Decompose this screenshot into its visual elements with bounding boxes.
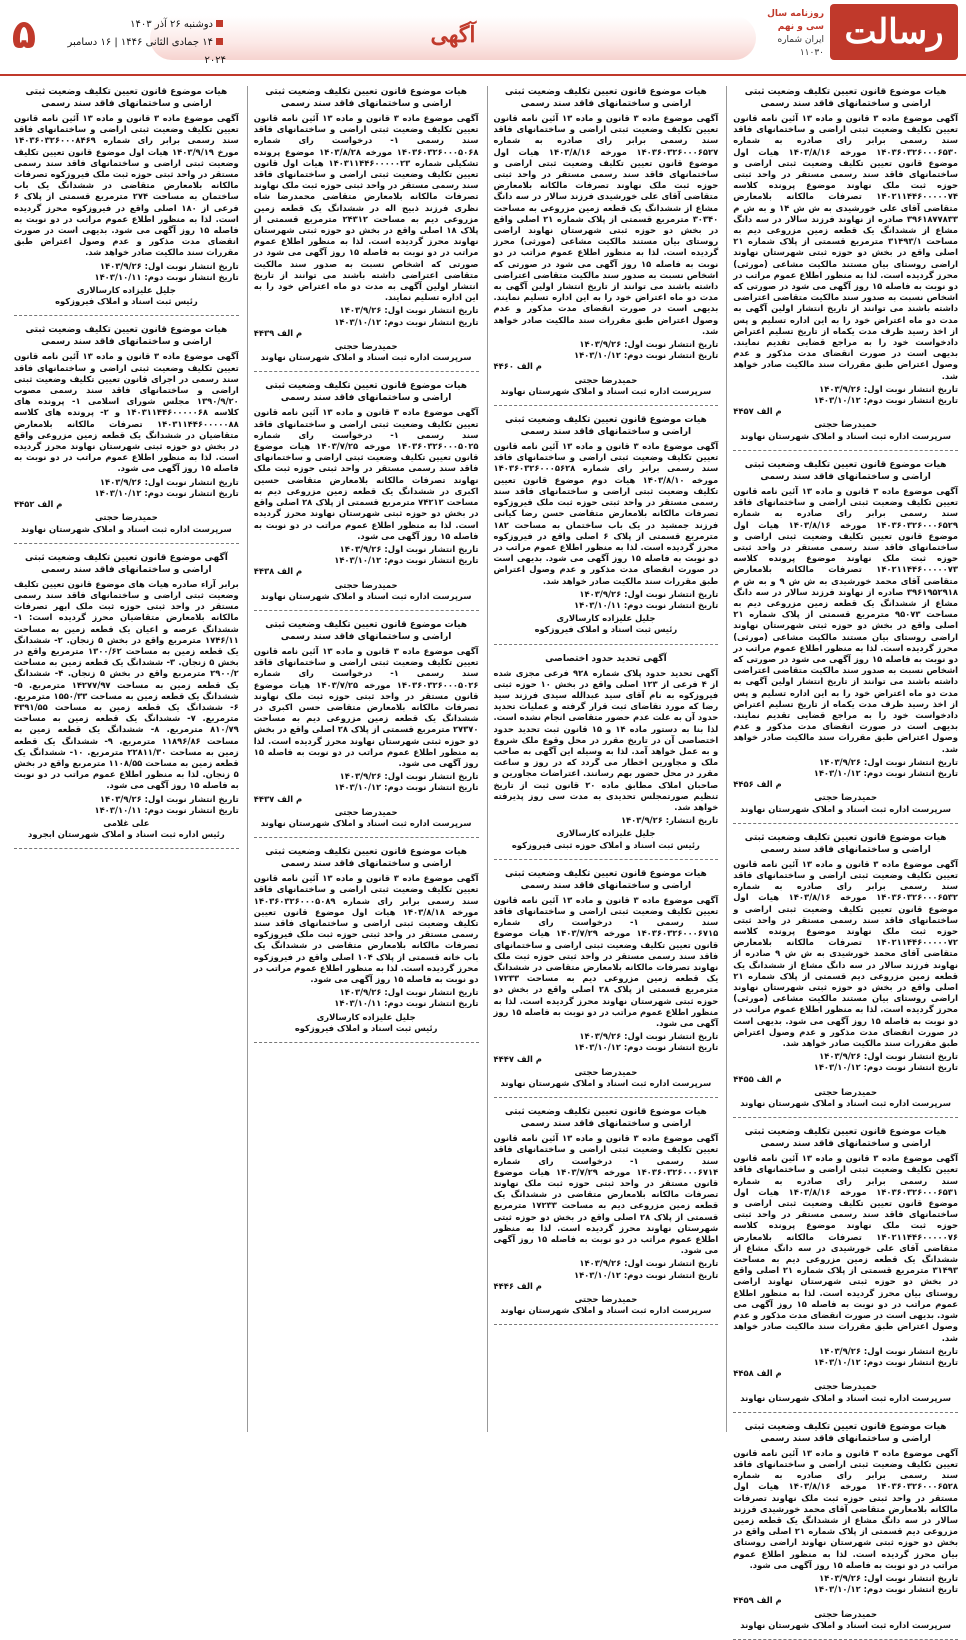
page-number: ۵ [11, 12, 37, 58]
publication-dates [494, 815, 719, 826]
issuing-office: سرپرست اداره ثبت اسناد و املاک شهرستان نهاوند [740, 430, 951, 441]
notice-body: آگهی موضوع ماده ۳ قانون و ماده ۱۳ آئین نامه قانون تعیین تکلیف وضعیت ثبتی اراضی و ساختمانهای فاقد سند رسمی در اجرای قانون تعیین تکلیف وضعیت ثبتی اراضی و ساختمانهای فاقد سند رسمی مصوب ۱۳۹۰/۹/۲۰ مجلس شورای اسلامی ۱- پرونده های کلاسه ۱۴۰۳۱۱۴۴۶۰۰۰۰۰۶۸ و ۲- پرونده های کلاسه ۱۴۰۳۱۱۴۴۶۰۰۰۰۰۸۸ تصرفات مالکانه بلامعارض متقاضیان در ششدانگ یک قطعه زمین مزروعی واقع در بخش دو حوزه ثبتی شهرستان نهاوند محرز گردیده است. لذا به منظور اطلاع عموم مراتب در دو نوبت به فاصله ۱۵ روز آگهی می شود. [14, 351, 239, 474]
publication-date: تاریخ انتشار نوبت دوم: ۱۴۰۳/۱۰/۱۲ [573, 350, 719, 361]
publication-date: تاریخ انتشار نوبت دوم: ۱۴۰۳/۱۰/۱۲ [573, 1042, 719, 1053]
publication-dates [733, 1051, 958, 1073]
date-block [46, 16, 226, 70]
issuing-office: سرپرست اداره ثبت اسناد و املاک شهرستان نهاوند [500, 1078, 712, 1089]
legal-notice [733, 86, 958, 442]
date-line-2: ۱۴ جمادی الثانی ۱۴۴۶ | ۱۶ دسامبر ۲۰۲۴ [67, 37, 226, 66]
publication-date: تاریخ انتشار نوبت دوم: ۱۴۰۳/۱۰/۱۲ [334, 316, 479, 327]
issuing-office: رئیس ثبت اسناد و املاک فیروزکوه [294, 1022, 438, 1033]
newspaper-logo[interactable]: رسالت [830, 4, 958, 60]
notice-number: م الف ۴۴۵۵ [733, 1073, 782, 1084]
signer-name: حمیدرضا حجتی [574, 1294, 638, 1305]
square-bullet-icon [216, 38, 223, 45]
notice-number: م الف ۴۴۳۸ [253, 566, 303, 577]
masthead [0, 0, 966, 76]
notice-body: آگهی موضوع ماده ۳ قانون و ماده ۱۳ آئین نامه قانون تعیین تکلیف وضعیت ثبتی اراضی و ساختمانهای فاقد سند رسمی برابر رای شماره ۱۴۰۳۶۰۳۲۶۰۰۰۵۶۲۸ مورخه ۱۴۰۳/۸/۱۰ هیات دوم موضوع قانون تعیین تکلیف وضعیت ثبتی اراضی و ساختمانهای فاقد سند رسمی مستقر در واحد ثبتی حوزه ثبت ملک فیروزکوه تصرفات مالکانه بلامعارض متقاضی حسن رضا کیانی فرزند جمشید در یک باب ساختمان به مساحت ۱۸۲ مترمربع قسمتی از پلاک ۶ اصلی واقع در فیروزکوه محرز گردیده است. لذا به منظور اطلاع عموم مراتب در دو نوبت به فاصله ۱۵ روز آگهی می شود. بدیهی است در صورت انقضای مدت مذکور و عدم وصول اعتراض طبق مقررات سند مالکیت صادر خواهد شد. [493, 441, 719, 586]
notice-number: م الف ۴۴۶۰ [493, 361, 542, 372]
notice-number: م الف ۴۴۵۷ [733, 406, 782, 417]
publication-date: تاریخ انتشار نوبت اول: ۱۴۰۳/۹/۲۶ [99, 260, 239, 271]
signer-name: جلیل علیزاده کارسالاری [316, 1011, 416, 1022]
notice-number: م الف ۴۴۵۶ [733, 779, 782, 790]
publication-date: تاریخ انتشار نوبت اول: ۱۴۰۳/۹/۲۶ [99, 476, 239, 487]
signer-name: حمیدرضا حجتی [814, 1381, 878, 1392]
issuing-office: رئیس اداره ثبت اسناد و املاک شهرستان ابجرود [28, 829, 225, 840]
signer-name: حمیدرضا حجتی [814, 1608, 878, 1619]
publication-date: تاریخ انتشار نوبت اول: ۱۴۰۳/۹/۲۶ [339, 543, 479, 554]
publication-date: تاریخ انتشار نوبت دوم: ۱۴۰۳/۱۰/۱۲ [813, 1584, 958, 1595]
issuing-office: سرپرست اداره ثبت اسناد و املاک شهرستان نهاوند [21, 523, 232, 534]
publication-date: تاریخ انتشار نوبت اول: ۱۴۰۳/۹/۲۶ [819, 1051, 958, 1062]
publication-dates [494, 1031, 719, 1053]
notice-title: هیات موضوع قانون تعیین تکلیف وضعیت ثبتی اراضی و ساختمانهای فاقد سند رسمی [504, 415, 707, 438]
publication-date: تاریخ انتشار نوبت دوم: ۱۴۰۳/۱۰/۱۲ [334, 555, 479, 566]
publication-date: تاریخ انتشار نوبت اول: ۱۴۰۳/۹/۲۶ [579, 1031, 719, 1042]
publication-date: تاریخ انتشار نوبت دوم: ۱۴۰۳/۱۰/۱۱ [94, 271, 239, 282]
notice-title: هیات موضوع قانون تعیین تکلیف وضعیت ثبتی اراضی و ساختمانهای فاقد سند رسمی [744, 459, 947, 482]
publication-date: تاریخ انتشار: ۱۴۰۳/۹/۲۶ [620, 815, 719, 826]
notice-column [247, 86, 479, 1432]
notice-title: هیات موضوع قانون تعیین تکلیف وضعیت ثبتی اراضی و ساختمانهای فاقد سند رسمی [504, 87, 707, 109]
issuing-office: سرپرست اداره ثبت اسناد و املاک شهرستان نهاوند [500, 1305, 712, 1316]
issuing-office: سرپرست اداره ثبت اسناد و املاک شهرستان نهاوند [260, 352, 472, 363]
signer-name: حمیدرضا حجتی [574, 1066, 638, 1077]
notice-number: م الف ۴۴۵۸ [733, 1368, 782, 1379]
publication-date: تاریخ انتشار نوبت اول: ۱۴۰۳/۹/۲۶ [579, 1258, 719, 1269]
notice-body: آگهی موضوع ماده ۳ قانون و ماده ۱۳ آئین نامه قانون تعیین تکلیف وضعیت ثبتی اراضی و ساختمانهای فاقد سند رسمی برابر رای شماره ۱۴۰۳۶۰۳۲۶۰۰۰۵۰۸۹ مورخه ۱۴۰۳/۸/۱۸ هیات اول موضوع قانون تعیین تکلیف وضعیت ثبتی اراضی و ساختمانهای فاقد سند رسمی مستقر در واحد ثبتی حوزه ثبت ملک فیروزکوه تصرفات مالکانه بلامعارض متقاضی در ششدانگ یک باب خانه قسمتی از پلاک ۱۰۴ اصلی واقع در فیروزکوه محرز گردیده است. لذا به منظور اطلاع عموم مراتب در دو نوبت به فاصله ۱۵ روز آگهی می شود. [253, 873, 479, 984]
publication-date: تاریخ انتشار نوبت دوم: ۱۴۰۳/۱۰/۱۲ [813, 1356, 958, 1367]
signer-name: حمیدرضا حجتی [334, 579, 398, 590]
notice-divider [733, 823, 958, 824]
legal-notice [733, 1421, 958, 1631]
notice-body: آگهی موضوع ماده ۳ قانون و ماده ۱۳ آئین نامه قانون تعیین تکلیف وضعیت ثبتی اراضی و ساختمانهای فاقد سند رسمی برابر رای صادره به شماره ۱۴۰۳۶۰۳۲۶۰۰۰۶۵۳۲ مورخه ۱۴۰۳/۸/۱۶ هیات اول موضوع قانون تعیین تکلیف وضعیت ثبتی اراضی و ساختمانهای فاقد سند رسمی مستقر در واحد ثبتی حوزه ثبت ملک نهاوند موضوع پرونده کلاسه ۱۴۰۲۱۱۴۴۶۰۰۰۰۰۷۲ تصرفات مالکانه بلامعارض متقاضی آقای محمد خورشیدی به ش ش ۹ صادره از نهاوند فرزند سالار در سه دانگ مشاع از ششدانگ یک قطعه زمین مزروعی دیم قسمتی از پلاک شماره ۲۱ اصلی واقع در بخش دو حوزه ثبتی شهرستان نهاوند اراضی روستای بیان مستند مالکیت مشاعی (مورثی) محرز گردیده است. لذا به منظور اطلاع عموم مراتب در دو نوبت به فاصله ۱۵ روز آگهی می شود. بدیهی است در صورت انقضای مدت مذکور و عدم وصول اعتراض طبق مقررات سند مالکیت صادر خواهد شد. [733, 858, 959, 1049]
notice-body: آگهی موضوع ماده ۳ قانون و ماده ۱۳ آئین نامه قانون تعیین تکلیف وضعیت ثبتی اراضی و ساختمانهای فاقد سند رسمی برابر رای صادره به شماره ۱۴۰۳۶۰۳۲۶۰۰۰۶۵۳۱ مورخه ۱۴۰۳/۸/۱۶ هیات اول موضوع قانون تعیین تکلیف وضعیت ثبتی اراضی و ساختمانهای فاقد سند رسمی مستقر در واحد ثبتی حوزه ثبت ملک نهاوند موضوع پرونده کلاسه ۱۴۰۲۱۱۴۴۶۰۰۰۰۰۷۶ تصرفات مالکانه بلامعارض متقاضی آقای علی خورشیدی در سه دانگ مشاع از ششدانگ یک قطعه زمین مزروعی دیم به مساحت ۳۱۴۹۳ مترمربع قسمتی از پلاک شماره ۲۱ اصلی واقع در بخش دو حوزه ثبتی شهرستان نهاوند اراضی روستای بیان محرز گردیده است. لذا به منظور اطلاع عموم مراتب در دو نوبت به فاصله ۱۵ روز آگهی می شود. بدیهی است در صورت انقضای مدت مذکور و عدم وصول اعتراض طبق مقررات سند مالکیت صادر خواهد شد. [733, 1153, 958, 1343]
section-band [150, 16, 756, 60]
notice-body: آگهی موضوع ماده ۳ قانون و ماده ۱۳ آئین نامه قانون تعیین تکلیف وضعیت ثبتی اراضی و ساختمانهای فاقد سند رسمی برابر رای صادره به شماره ۱۴۰۳۶۰۳۲۶۰۰۰۶۵۲۷ مورخه ۱۴۰۳/۸/۱۶ هیات اول موضوع قانون تعیین تکلیف وضعیت ثبتی اراضی و ساختمانهای فاقد سند رسمی مستقر در واحد ثبتی حوزه ثبت ملک نهاوند تصرفات مالکانه بلامعارض متقاضی آقای علی خورشیدی فرزند سالار در سه دانگ مشاع از ششدانگ یک قطعه زمین مزروعی به مساحت ۳۰۳۴۰ مترمربع قسمتی از پلاک شماره ۲۱ اصلی واقع در بخش دو حوزه ثبتی شهرستان نهاوند اراضی روستای بیان مستند مالکیت مشاعی (مورثی) محرز گردیده است. لذا به منظور اطلاع عموم مراتب در دو نوبت به فاصله ۱۵ روز آگهی می شود در صورتی که اشخاص نسبت به صدور سند مالکیت متقاضی اعتراضی داشته باشند می توانند از تاریخ انتشار اولین آگهی به مدت دو ماه اعتراض خود را به این اداره تسلیم نمایند. بدیهی است در صورت انقضای مدت مذکور و عدم وصول اعتراض طبق مقررات سند مالکیت صادر خواهد شد. [493, 113, 719, 336]
notice-columns [8, 86, 959, 1630]
issuing-office: رئیس ثبت اسناد و املاک فیروزکوه [55, 296, 198, 307]
notice-title: هیات موضوع قانون تعیین تکلیف وضعیت ثبتی اراضی و ساختمانهای فاقد سند رسمی [504, 868, 707, 891]
notice-divider [494, 1324, 719, 1325]
notice-divider [733, 1412, 958, 1413]
legal-notice [733, 459, 958, 815]
notice-body: آگهی تحدید حدود پلاک شماره ۹۲۸ فرعی مجزی شده از ۴ فرعی از ۱۲۳ اصلی واقع در بخش ۱۰ حوزه ثبتی فیروزکوه به نام آقای سید عبدالله سیدی فرزند سید رضا که مورد تقاضای ثبت قرار گرفته و عملیات تحدید حدود آن به علت عدم حضور متقاضی انجام نشده است. لذا بنا به دستور ماده ۱۴ و ۱۵ قانون ثبت تحدید حدود اختصاصی آن در تاریخ مقرر در محل وقوع ملک شروع و به عمل خواهد آمد. لذا به وسیله این آگهی به صاحب ملک و مجاورین اخطار می گردد که در روز و ساعت مقرر در محل حضور بهم رسانند. اعتراضات مجاورین و صاحبان املاک مطابق ماده ۲۰ قانون ثبت از تاریخ تنظیم صورتمجلس تحدیدی به مدت سی روز پذیرفته خواهد شد. [493, 667, 719, 812]
notice-title: هیات موضوع قانون تعیین تکلیف وضعیت ثبتی اراضی و ساختمانهای فاقد سند رسمی [744, 832, 947, 855]
signer-name: حمیدرضا حجتی [334, 806, 398, 817]
publication-dates [733, 757, 958, 779]
publication-date: تاریخ انتشار نوبت اول: ۱۴۰۳/۹/۲۶ [339, 987, 479, 998]
notice-title: هیات موضوع قانون تعیین تکلیف وضعیت ثبتی اراضی و ساختمانهای فاقد سند رسمی [265, 381, 468, 404]
publication-dates [494, 589, 719, 611]
signer-name: جلیل علیزاده کارسالاری [76, 285, 176, 296]
notice-title: هیات موضوع قانون تعیین تکلیف وضعیت ثبتی اراضی و ساختمانهای فاقد سند رسمی [265, 87, 468, 109]
signer-name: علی غلامی [103, 817, 150, 828]
notice-divider [733, 1117, 958, 1118]
notice-divider [254, 610, 479, 611]
publication-date: تاریخ انتشار نوبت اول: ۱۴۰۳/۹/۲۶ [819, 383, 958, 394]
notice-divider [494, 405, 719, 406]
notice-body: آگهی موضوع ماده ۳ قانون و ماده ۱۳ آئین نامه قانون تعیین تکلیف وضعیت ثبتی اراضی و ساختمانهای فاقد سند رسمی ۱- درخواست رای شماره ۱۴۰۳۶۰۳۲۶۰۰۰۶۷۱۴ مورخه ۱۴۰۳/۷/۲۹ هیات موضوع قانون مستقر در واحد ثبتی حوزه ثبت ملک نهاوند تصرفات مالکانه بلامعارض متقاضی در ششدانگ یک قطعه زمین مزروعی دیم به مساحت ۱۷۲۳۳ مترمربع قسمتی از پلاک ۲۸ اصلی واقع در بخش دو حوزه ثبتی شهرستان نهاوند محرز گردیده است. لذا به منظور اطلاع عموم مراتب در دو نوبت به فاصله ۱۵ روز آگهی می شود. [493, 1133, 719, 1256]
legal-notice [14, 324, 239, 534]
publication-date: تاریخ انتشار نوبت اول: ۱۴۰۳/۹/۲۶ [819, 1345, 958, 1356]
notice-divider [494, 859, 719, 860]
issuing-office: سرپرست اداره ثبت اسناد و املاک شهرستان نهاوند [260, 590, 472, 601]
publication-dates [733, 1346, 958, 1368]
publication-dates [254, 771, 479, 793]
notice-title: هیات موضوع قانون تعیین تکلیف وضعیت ثبتی اراضی و ساختمانهای فاقد سند رسمی [265, 847, 468, 870]
notice-title: هیات موضوع قانون تعیین تکلیف وضعیت ثبتی اراضی و ساختمانهای فاقد سند رسمی [25, 325, 228, 348]
notice-number: م الف ۴۴۴۷ [493, 1053, 542, 1064]
legal-notice [254, 380, 479, 601]
issuing-office: سرپرست اداره ثبت اسناد و املاک شهرستان نهاوند [740, 1619, 951, 1630]
publication-date: تاریخ انتشار نوبت دوم: ۱۴۰۳/۱۰/۱۲ [94, 487, 239, 498]
legal-notice [494, 653, 719, 851]
notice-title: هیات موضوع قانون تعیین تکلیف وضعیت ثبتی اراضی و ساختمانهای فاقد سند رسمی [744, 87, 947, 109]
publication-date: تاریخ انتشار نوبت اول: ۱۴۰۳/۹/۲۶ [579, 339, 719, 350]
legal-notice [254, 619, 479, 829]
publication-date: تاریخ انتشار نوبت دوم: ۱۴۰۳/۱۰/۱۱ [573, 599, 719, 610]
publication-date: تاریخ انتشار نوبت دوم: ۱۴۰۳/۱۰/۱۲ [813, 1062, 958, 1073]
publication-dates [14, 477, 239, 499]
notice-title: هیات موضوع قانون تعیین تکلیف وضعیت ثبتی اراضی و ساختمانهای فاقد سند رسمی [504, 1107, 707, 1130]
issuing-office: سرپرست اداره ثبت اسناد و املاک شهرستان نهاوند [740, 1392, 951, 1403]
issuing-office: سرپرست اداره ثبت اسناد و املاک شهرستان نهاوند [740, 1098, 951, 1109]
notice-number: م الف ۴۴۵۲ [14, 499, 63, 510]
publication-date: تاریخ انتشار نوبت دوم: ۱۴۰۳/۱۰/۱۱ [334, 998, 479, 1009]
notice-body: آگهی موضوع ماده ۳ قانون و ماده ۱۳ آئین نامه قانون تعیین تکلیف وضعیت ثبتی اراضی و ساختمانهای فاقد سند رسمی ۱- درخواست رای شماره ۱۴۰۳۶۰۳۲۶۰۰۰۶۷۱۵ مورخه ۱۴۰۳/۷/۲۹ هیات موضوع قانون تعیین تکلیف وضعیت ثبتی اراضی و ساختمانهای فاقد سند رسمی مستقر در واحد ثبتی حوزه ثبت ملک نهاوند تصرفات مالکانه بلامعارض متقاضی در ششدانگ یک قطعه زمین مزروعی دیم به مساحت ۱۷۲۳۳ مترمربع قسمتی از پلاک ۲۸ اصلی واقع در بخش دو حوزه ثبتی شهرستان نهاوند محرز گردیده است. لذا به منظور اطلاع عموم مراتب در دو نوبت به فاصله ۱۵ روز آگهی می شود. [493, 894, 719, 1029]
notice-divider [254, 371, 479, 372]
notice-body: آگهی موضوع ماده ۳ قانون و ماده ۱۳ آئین نامه قانون تعیین تکلیف وضعیت ثبتی اراضی و ساختمانهای فاقد سند رسمی برابر رای صادره به شماره ۱۴۰۳۶۰۳۲۶۰۰۰۶۵۳۰ مورخه ۱۴۰۳/۸/۱۶ هیات اول موضوع قانون تعیین تکلیف وضعیت ثبتی اراضی و ساختمانهای فاقد سند رسمی مستقر در واحد ثبتی حوزه ثبت ملک نهاوند موضوع پرونده کلاسه ۱۴۰۲۱۱۴۴۶۰۰۰۰۰۷۴ تصرفات مالکانه بلامعارض متقاضی آقای علی خورشیدی به ش ش ۱۴ و به ش م ۳۹۶۱۸۷۷۸۳۳ صادره از نهاوند فرزند سالار در سه دانگ مشاع از ششدانگ یک قطعه زمین مزروعی دیم به مساحت ۳۱۴۹۳/۱ مترمربع قسمتی از پلاک شماره ۲۱ اصلی واقع در بخش دو حوزه ثبتی شهرستان نهاوند اراضی روستای بیان مستند مالکیت مشاعی (مورثی) محرز گردیده است. لذا به منظور اطلاع عموم مراتب در دو نوبت به فاصله ۱۵ روز آگهی می شود در صورتی که اشخاص نسبت به صدور سند مالکیت متقاضی اعتراضی داشته باشند می توانند از تاریخ انتشار اولین آگهی به مدت دو ماه اعتراض خود را به این اداره تسلیم و پس از اخذ رسید ظرف مدت یکماه از تاریخ تسلیم اعتراض دادخواست خود را به مراجع قضایی تقدیم نمایند. بدیهی است در صورت انقضای مدت مذکور و عدم وصول اعتراض طبق مقررات سند مالکیت صادر خواهد شد. [733, 113, 959, 381]
publication-dates [14, 794, 239, 816]
notice-divider [254, 1042, 479, 1043]
legal-notice [494, 868, 719, 1089]
publication-dates [254, 544, 479, 566]
signer-name: حمیدرضا حجتی [814, 1086, 878, 1097]
legal-notice [733, 1126, 958, 1403]
legal-notice [494, 414, 719, 635]
issuing-office: رئیس ثبت اسناد و املاک فیروزکوه [534, 624, 678, 635]
notice-column [8, 86, 239, 1432]
publication-date: تاریخ انتشار نوبت اول: ۱۴۰۳/۹/۲۶ [99, 793, 239, 804]
publication-date: تاریخ انتشار نوبت دوم: ۱۴۰۳/۱۰/۱۲ [813, 767, 958, 778]
signer-name: حمیدرضا حجتی [814, 792, 878, 803]
publication-date: تاریخ انتشار نوبت اول: ۱۴۰۳/۹/۲۶ [579, 588, 719, 599]
notice-divider [733, 450, 958, 451]
signer-name: حمیدرضا حجتی [334, 341, 398, 352]
notice-column [487, 86, 719, 1432]
publication-date: تاریخ انتشار نوبت اول: ۱۴۰۳/۹/۲۶ [819, 756, 958, 767]
notice-divider [14, 543, 239, 544]
legal-notice [733, 832, 958, 1109]
legal-notice [494, 1106, 719, 1316]
notice-number: م الف ۴۴۴۶ [493, 1280, 542, 1291]
signer-name: جلیل علیزاده کارسالاری [556, 828, 656, 839]
publication-date: تاریخ انتشار نوبت دوم: ۱۴۰۳/۱۰/۱۲ [813, 395, 958, 406]
publication-date: تاریخ انتشار نوبت اول: ۱۴۰۳/۹/۲۶ [819, 1572, 958, 1583]
date-line-1: دوشنبه ۲۶ آذر ۱۴۰۳ [130, 19, 213, 30]
notice-column [726, 86, 959, 1630]
publication-dates [494, 339, 719, 361]
legal-notice [14, 552, 239, 841]
notice-title: هیات موضوع قانون تعیین تکلیف وضعیت ثبتی اراضی و ساختمانهای فاقد سند رسمی [744, 1421, 947, 1444]
notice-title: هیات موضوع قانون تعیین تکلیف وضعیت ثبتی اراضی و ساختمانهای فاقد سند رسمی [265, 619, 468, 642]
legal-notice [254, 86, 479, 363]
issue-meta-line-1: روزنامه سال سی و نهم [767, 9, 824, 32]
notice-body: برابر آراء صادره هیات های موضوع قانون تعیین تکلیف وضعیت ثبتی اراضی و ساختمانهای فاقد سند رسمی مستقر در واحد ثبتی حوزه ثبت ملک ابهر تصرفات مالکانه بلامعارض متقاضیان محرز گردیده است: ۱- ششدانگ عرصه و اعیان یک قطعه زمین به مساحت ۱۷۴۶/۱۱ مترمربع واقع در بخش ۵ زنجان. ۲- ششدانگ یک قطعه زمین به مساحت ۱۳۰۰/۶۲ مترمربع واقع در بخش ۵ زنجان. ۳- ششدانگ یک قطعه زمین به مساحت ۲۹۰۰/۲ مترمربع واقع در بخش ۵ زنجان. ۴- ششدانگ یک قطعه زمین به مساحت ۱۴۲۷۷/۹۷ مترمربع. ۵- ششدانگ یک قطعه زمین به مساحت ۱۵۵۰/۳۳ مترمربع. ۶- ششدانگ یک قطعه زمین به مساحت ۴۳۹۱/۵۵ مترمربع. ۷- ششدانگ یک قطعه زمین به مساحت ۸۱۰/۷۹ مترمربع. ۸- ششدانگ یک قطعه زمین به مساحت ۱۱۸۹۶/۸۶ مترمربع. ۹- ششدانگ یک قطعه زمین به مساحت ۲۲۸۱۱/۳۰ مترمربع. ۱۰- ششدانگ یک قطعه زمین به مساحت ۱۱۰۸/۵۵ مترمربع واقع در بخش ۵ زنجان. لذا به منظور اطلاع عموم مراتب در دو نوبت به فاصله ۱۵ روز آگهی می شود. [14, 578, 239, 791]
notice-body: آگهی موضوع ماده ۳ قانون و ماده ۱۳ آئین نامه قانون تعیین تکلیف وضعیت ثبتی اراضی و ساختمانهای فاقد سند رسمی برابر رای صادره به شماره ۱۴۰۳۶۰۳۲۶۰۰۰۶۵۲۹ مورخه ۱۴۰۳/۸/۱۶ هیات اول موضوع قانون تعیین تکلیف وضعیت ثبتی اراضی و ساختمانهای فاقد سند رسمی مستقر در واحد ثبتی حوزه ثبت ملک نهاوند موضوع پرونده کلاسه ۱۴۰۲۱۱۴۴۶۰۰۰۰۰۷۳ تصرفات مالکانه بلامعارض متقاضی آقای محمد خورشیدی به ش ش ۹ و به ش م ۳۹۶۱۹۵۲۹۱۸ صادره از نهاوند فرزند سالار در سه دانگ مشاع از ششدانگ یک قطعه زمین مزروعی دیم به مساحت ۹۵۰۷۳ مترمربع قسمتی از پلاک شماره ۲۱ اصلی واقع در بخش دو حوزه ثبتی شهرستان نهاوند اراضی روستای بیان مستند مالکیت مشاعی (مورثی) محرز گردیده است. لذا به منظور اطلاع عموم مراتب در دو نوبت به فاصله ۱۵ روز آگهی می شود در صورتی که اشخاص نسبت به صدور سند مالکیت متقاضی اعتراضی داشته باشند می توانند از تاریخ انتشار اولین آگهی به مدت دو ماه اعتراض خود را به این اداره تسلیم و پس از اخذ رسید ظرف مدت یکماه از تاریخ تسلیم اعتراض دادخواست خود را به مراجع قضایی تقدیم نمایند. بدیهی است در صورت انقضای مدت مذکور و عدم وصول اعتراض طبق مقررات سند مالکیت صادر خواهد شد. [733, 485, 959, 754]
publication-dates [733, 1573, 958, 1595]
notice-divider [494, 644, 719, 645]
signer-name: حمیدرضا حجتی [94, 512, 158, 523]
notice-divider [14, 315, 239, 316]
issuing-office: رئیس ثبت اسناد و املاک حوزه ثبتی فیروزکوه [511, 839, 700, 850]
issuing-office: سرپرست اداره ثبت اسناد و املاک شهرستان نهاوند [260, 817, 472, 828]
notice-body: آگهی موضوع ماده ۳ قانون و ماده ۱۳ آئین نامه قانون تعیین تکلیف وضعیت ثبتی اراضی و ساختمانهای فاقد سند رسمی ۱- درخواست رای شماره ۱۴۰۳۶۰۳۲۶۰۰۰۵۰۲۶ مورخه ۱۴۰۳/۷/۲۵ هیات موضوع قانون مستقر در واحد ثبتی حوزه ثبت ملک نهاوند تصرفات مالکانه بلامعارض متقاضی حسن اکبری در ششدانگ یک قطعه زمین مزروعی دیم به مساحت ۲۷۳۷۰ مترمربع قسمتی از پلاک ۲۸ اصلی واقع در بخش دو حوزه ثبتی شهرستان نهاوند محرز گردیده است. لذا به منظور اطلاع عموم مراتب در دو نوبت به فاصله ۱۵ روز آگهی می شود. [253, 645, 479, 768]
publication-dates [14, 261, 239, 283]
publication-dates [494, 1258, 719, 1280]
notice-title: هیات موضوع قانون تعیین تکلیف وضعیت ثبتی اراضی و ساختمانهای فاقد سند رسمی [744, 1127, 947, 1150]
signer-name: حمیدرضا حجتی [574, 374, 638, 385]
issuing-office: سرپرست اداره ثبت اسناد و املاک شهرستان نهاوند [500, 385, 712, 396]
notice-body: آگهی موضوع ماده ۳ قانون و ماده ۱۳ آئین نامه قانون تعیین تکلیف وضعیت ثبتی اراضی و ساختمانهای فاقد سند رسمی برابر رای شماره ۱۴۰۳۶۰۳۲۶۰۰۰۸۴۶۹ مورخ ۱۴۰۳/۹/۱۹ هیات اول موضوع قانون تعیین تکلیف وضعیت ثبتی اراضی و ساختمانهای فاقد سند رسمی مستقر در واحد ثبتی حوزه ثبت ملک فیروزکوه تصرفات مالکانه بلامعارض متقاضی در ششدانگ یک باب ساختمان به مساحت ۲۷۴ مترمربع قسمتی از پلاک ۶ فرعی از ۱۸۰ اصلی واقع در فیروزکوه محرز گردیده است. لذا به منظور اطلاع عموم مراتب در دو نوبت به فاصله ۱۵ روز آگهی می شود. بدیهی است در صورت انقضای مدت مذکور و عدم وصول اعتراض طبق مقررات سند مالکیت صادر خواهد شد. [14, 113, 239, 258]
publication-dates [733, 384, 958, 406]
publication-date: تاریخ انتشار نوبت اول: ۱۴۰۳/۹/۲۶ [339, 771, 479, 782]
section-title: آگهی [430, 22, 476, 48]
publication-dates [254, 305, 479, 327]
publication-dates [254, 987, 479, 1009]
square-bullet-icon [216, 20, 223, 27]
notice-title: آگهی موضوع قانون تعیین تکلیف وضعیت ثبتی اراضی و ساختمانهای فاقد سند رسمی [24, 552, 228, 575]
issue-meta [762, 8, 824, 60]
legal-notice [494, 86, 719, 397]
issuing-office: سرپرست اداره ثبت اسناد و املاک شهرستان نهاوند [740, 803, 951, 814]
publication-date: تاریخ انتشار نوبت دوم: ۱۴۰۳/۱۰/۱۱ [94, 804, 239, 815]
notice-title: آگهی تحدید حدود اختصاصی [545, 653, 667, 664]
notice-divider [494, 1097, 719, 1098]
notice-number: م الف ۴۴۵۹ [733, 1595, 782, 1606]
signer-name: حمیدرضا حجتی [814, 419, 878, 430]
notice-number: م الف ۴۴۳۹ [253, 327, 303, 338]
publication-date: تاریخ انتشار نوبت اول: ۱۴۰۳/۹/۲۶ [339, 305, 479, 316]
notice-divider [14, 848, 239, 849]
notice-number: م الف ۴۴۳۷ [253, 793, 303, 804]
notice-body: آگهی موضوع ماده ۳ قانون و ماده ۱۳ آئین نامه قانون تعیین تکلیف وضعیت ثبتی اراضی و ساختمانهای فاقد سند رسمی برابر رای صادره به شماره ۱۴۰۳۶۰۳۲۶۰۰۰۶۵۲۸ مورخه ۱۴۰۳/۸/۱۶ هیات اول مستقر در واحد ثبتی حوزه ثبت ملک نهاوند تصرفات مالکانه بلامعارض متقاضی آقای محمد خورشیدی فرزند سالار در سه دانگ مشاع از ششدانگ یک قطعه زمین مزروعی دیم قسمتی از پلاک شماره ۲۱ اصلی واقع در بخش دو حوزه ثبتی شهرستان نهاوند اراضی روستای بیان محرز گردیده است. لذا به منظور اطلاع عموم مراتب در دو نوبت به فاصله ۱۵ روز آگهی می شود. [733, 1447, 958, 1570]
legal-notice [14, 86, 239, 307]
notice-body: آگهی موضوع ماده ۳ قانون و ماده ۱۳ آئین نامه قانون تعیین تکلیف وضعیت ثبتی اراضی و ساختمانهای فاقد سند رسمی ۱- درخواست رای شماره ۱۴۰۳۶۰۳۲۶۰۰۰۵۰۲۵ مورخه ۱۴۰۳/۷/۲۵ هیات موضوع قانون تعیین تکلیف وضعیت ثبتی اراضی و ساختمانهای فاقد سند رسمی مستقر در واحد ثبتی حوزه ثبت ملک نهاوند تصرفات مالکانه بلامعارض متقاضی حسین اکبری در ششدانگ یک قطعه زمین مزروعی دیم به مساحت ۷۴۲۱۲ مترمربع قسمتی از پلاک ۲۸ اصلی واقع در بخش دو حوزه ثبتی شهرستان نهاوند محرز گردیده است. لذا به منظور اطلاع عموم مراتب در دو نوبت به فاصله ۱۵ روز آگهی می شود. [253, 407, 479, 541]
publication-date: تاریخ انتشار نوبت دوم: ۱۴۰۳/۱۰/۱۲ [334, 782, 479, 793]
signer-name: جلیل علیزاده کارسالاری [556, 613, 656, 624]
notice-divider [254, 837, 479, 838]
publication-date: تاریخ انتشار نوبت دوم: ۱۴۰۳/۱۰/۱۲ [573, 1269, 719, 1280]
legal-notice [254, 846, 479, 1034]
notice-body: آگهی موضوع ماده ۳ قانون و ماده ۱۳ آئین نامه قانون تعیین تکلیف وضعیت ثبتی اراضی و ساختمانهای فاقد سند رسمی ۱- درخواست رای شماره ۱۴۰۳۶۰۳۲۶۰۰۰۵۰۶۸ مورخه ۱۴۰۳/۸/۲۸ موضوع پرونده تشکیلی شماره ۱۴۰۳۱۱۴۴۶۰۰۰۰۰۲۳ هیات اول قانون تعیین تکلیف وضعیت ثبتی اراضی و ساختمانهای فاقد سند رسمی مستقر در واحد ثبتی حوزه ثبت ملک نهاوند تصرفات مالکانه بلامعارض متقاضی محمدرضا شاه نظری فرزند ذبیح اله در ششدانگ یک قطعه زمین مزروعی دیم به مساحت ۲۴۳۱۲ مترمربع قسمتی از پلاک ۱۸ اصلی واقع در بخش دو حوزه ثبتی شهرستان نهاوند محرز گردیده است. لذا به منظور اطلاع عموم مراتب در دو نوبت به فاصله ۱۵ روز آگهی می شود در صورتی که اشخاص نسبت به صدور سند مالکیت متقاضی اعتراضی داشته باشند می توانند از تاریخ انتشار اولین آگهی به مدت دو ماه اعتراض خود را به این اداره تسلیم نمایند. [253, 113, 479, 303]
issue-meta-line-2: ایران شماره ۱۱۰۳۰ [777, 35, 824, 58]
notice-title: هیات موضوع قانون تعیین تکلیف وضعیت ثبتی اراضی و ساختمانهای فاقد سند رسمی [25, 87, 228, 109]
